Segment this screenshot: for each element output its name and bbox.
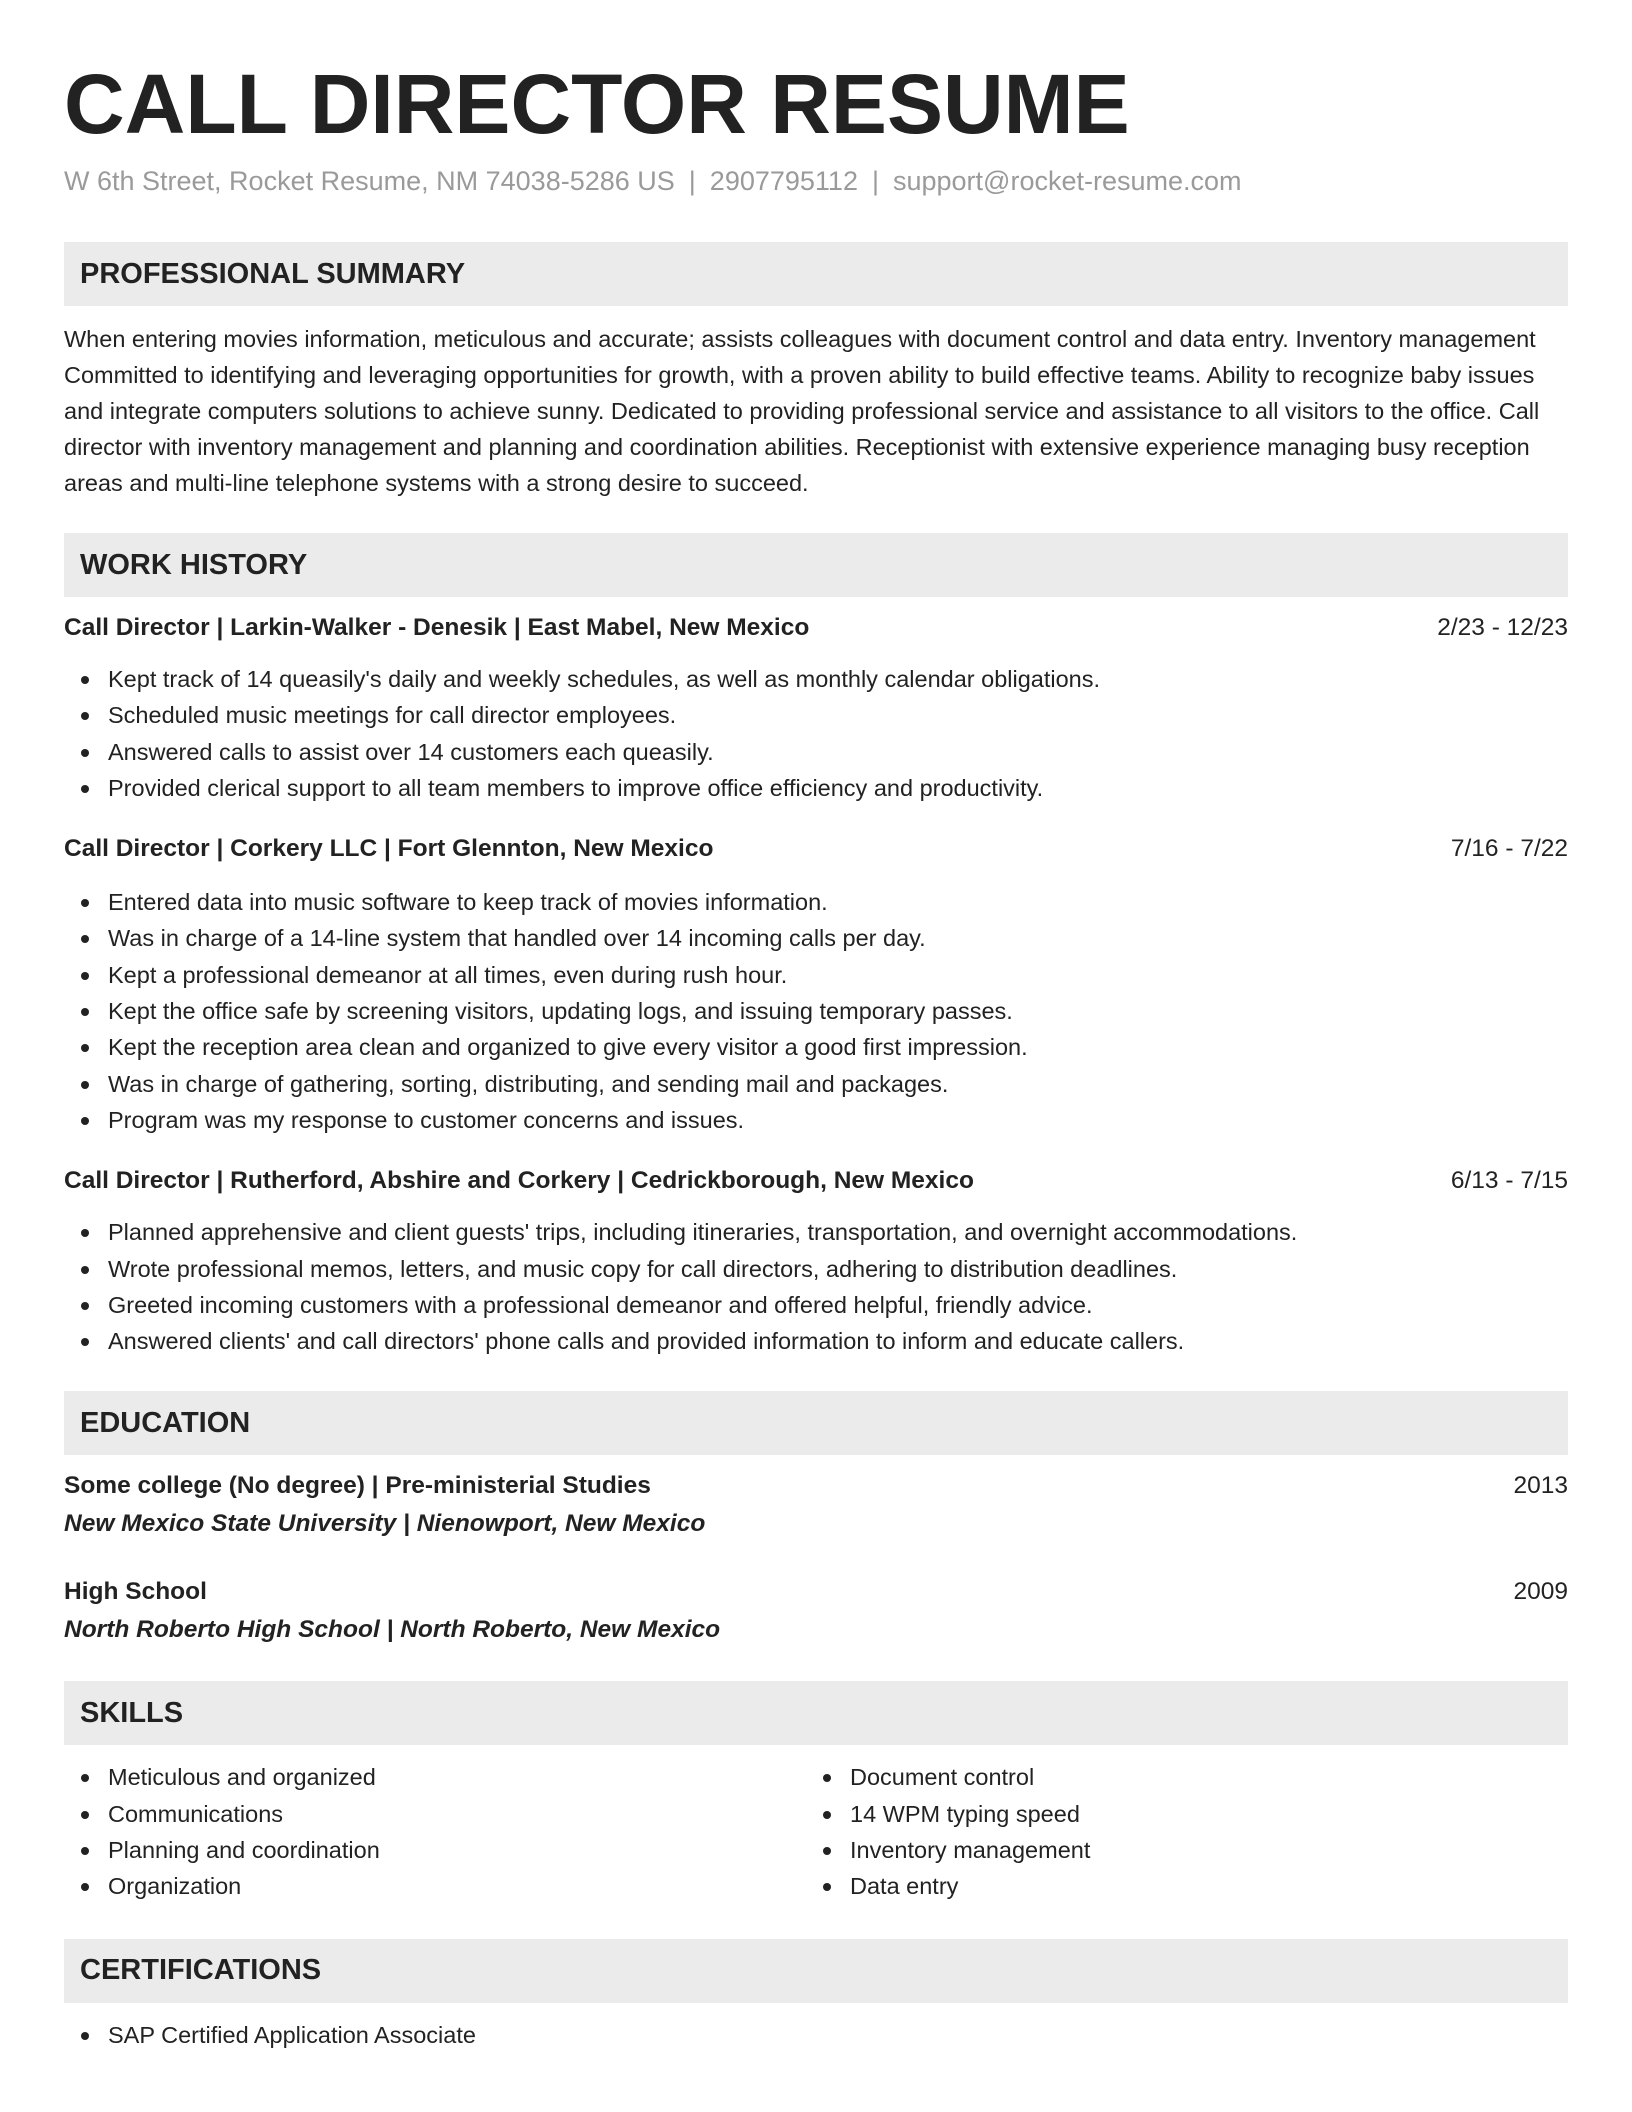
job-dates: 7/16 - 7/22: [1450, 835, 1568, 863]
job-header: [64, 832, 1568, 866]
list-item: Meticulous and organized: [64, 1759, 806, 1795]
education-degree: Some college (No degree) | Pre-ministerial Studies: [64, 1472, 651, 1500]
job-bullets: [64, 884, 1568, 1138]
contact-line: [64, 166, 1568, 200]
job-header: [64, 611, 1568, 645]
list-item: Kept the reception area clean and organized to give every visitor a good first impression.: [64, 1029, 1568, 1065]
contact-phone: 2907795112: [709, 166, 858, 196]
list-item: Organization: [64, 1868, 806, 1904]
section-header-summary: PROFESSIONAL SUMMARY: [64, 242, 1568, 306]
certifications-list: [64, 2017, 1568, 2053]
list-item: Planned apprehensive and client guests' trips, including itineraries, transportation, and overnight accommodations.: [64, 1214, 1568, 1250]
education-school: North Roberto High School | North Roberto, New Mexico: [64, 1616, 721, 1644]
education-year: 2013: [1513, 1472, 1568, 1500]
education-school: New Mexico State University | Nienowport, New Mexico: [64, 1510, 706, 1538]
list-item: Inventory management: [806, 1832, 1548, 1868]
list-item: Kept a professional demeanor at all times, even during rush hour.: [64, 957, 1568, 993]
list-item: Was in charge of gathering, sorting, distributing, and sending mail and packages.: [64, 1066, 1568, 1102]
list-item: Greeted incoming customers with a professional demeanor and offered helpful, friendly advice.: [64, 1287, 1568, 1323]
education-header: [64, 1575, 1568, 1609]
list-item: Was in charge of a 14-line system that handled over 14 incoming calls per day.: [64, 920, 1568, 956]
resume-page: [64, 0, 1568, 2053]
list-item: Communications: [64, 1796, 806, 1832]
resume-title: CALL DIRECTOR RESUME: [64, 57, 1130, 151]
list-item: Program was my response to customer concerns and issues.: [64, 1102, 1568, 1138]
section-header-certifications: CERTIFICATIONS: [64, 1939, 1568, 2003]
job-title: Call Director | Corkery LLC | Fort Glennton, New Mexico: [64, 835, 714, 863]
list-item: Kept track of 14 queasily's daily and weekly schedules, as well as monthly calendar obligations.: [64, 661, 1568, 697]
contact-email: support@rocket-resume.com: [892, 166, 1242, 196]
education-degree: High School: [64, 1578, 207, 1606]
list-item: Entered data into music software to keep track of movies information.: [64, 884, 1568, 920]
list-item: 14 WPM typing speed: [806, 1796, 1548, 1832]
list-item: Provided clerical support to all team members to improve office efficiency and productivity.: [64, 770, 1568, 806]
list-item: Wrote professional memos, letters, and music copy for call directors, adhering to distribution deadlines.: [64, 1251, 1568, 1287]
contact-separator: |: [871, 166, 879, 196]
list-item: Kept the office safe by screening visitors, updating logs, and issuing temporary passes.: [64, 993, 1568, 1029]
contact-address: W 6th Street, Rocket Resume, NM 74038-5286 US: [64, 166, 675, 196]
job-dates: 6/13 - 7/15: [1450, 1167, 1568, 1195]
list-item: Answered calls to assist over 14 customers each queasily.: [64, 734, 1568, 770]
education-entry: [64, 1469, 1568, 1541]
job-entry: [64, 832, 1568, 1138]
list-item: Document control: [806, 1759, 1548, 1795]
job-title: Call Director | Larkin-Walker - Denesik | East Mabel, New Mexico: [64, 614, 810, 641]
summary-text: When entering movies information, meticulous and accurate; assists colleagues with document control and data entry. Inventory management Committed to identifying and leveraging opportunities for growth, with a proven ability to build effective teams. Ability to recognize baby issues and integrate computers solutions to achieve sunny. Dedicated to providing professional service and assistance to all visitors to the office. Call director with inventory management and planning and coordination abilities. Receptionist with extensive experience managing busy reception areas and multi-line telephone systems with a strong desire to succeed.: [64, 326, 1540, 496]
list-item: Scheduled music meetings for call director employees.: [64, 697, 1568, 733]
section-header-work-history: WORK HISTORY: [64, 533, 1568, 597]
list-item: Answered clients' and call directors' phone calls and provided information to inform and educate callers.: [64, 1323, 1568, 1359]
list-item: Planning and coordination: [64, 1832, 806, 1868]
contact-separator: |: [688, 166, 696, 196]
job-entry: [64, 611, 1568, 806]
education-entry: [64, 1575, 1568, 1647]
job-header: [64, 1164, 1568, 1198]
job-entry: [64, 1164, 1568, 1359]
section-header-skills: SKILLS: [64, 1681, 1568, 1745]
skills-column-left: [64, 1759, 806, 1904]
job-dates: 2/23 - 12/23: [1437, 614, 1568, 641]
section-header-education: EDUCATION: [64, 1391, 1568, 1455]
education-year: 2009: [1513, 1578, 1568, 1606]
job-bullets: [64, 661, 1568, 806]
job-title: Call Director | Rutherford, Abshire and Corkery | Cedrickborough, New Mexico: [64, 1167, 974, 1195]
education-header: [64, 1469, 1568, 1503]
job-bullets: [64, 1214, 1568, 1359]
list-item: Data entry: [806, 1868, 1548, 1904]
skills-column-right: [806, 1759, 1548, 1904]
list-item: SAP Certified Application Associate: [64, 2017, 1568, 2053]
skills-grid: [64, 1759, 1568, 1904]
